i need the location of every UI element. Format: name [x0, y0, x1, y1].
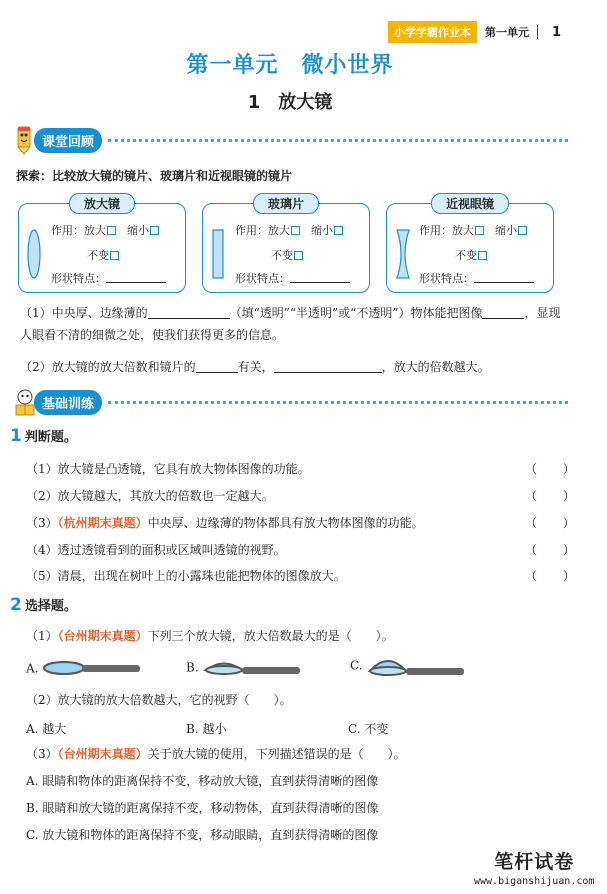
section-banner-training	[12, 387, 568, 417]
running-header	[388, 22, 561, 42]
item-text: 中央厚、边缘薄的物体都具有放大物体图像的功能。	[147, 516, 424, 530]
item-text: （3）	[26, 516, 58, 530]
label-shape: 形状特点：	[51, 272, 106, 285]
item-text: （4）透过透镜看到的面积或区域叫透镜的视野。	[26, 543, 286, 557]
card-title: 玻璃片	[253, 193, 319, 214]
card-title: 放大镜	[69, 193, 135, 214]
choice-option-a[interactable]	[26, 659, 142, 679]
card-magnifier	[18, 197, 186, 293]
answer-blank[interactable]	[196, 361, 238, 373]
item-text: 关于放大镜的使用，下列描述错误的是（ ）。	[147, 747, 406, 761]
item-text: （2）放大镜越大，其放大的倍数也一定越大。	[26, 489, 274, 503]
choice-option-b[interactable]: B. 越小	[186, 722, 227, 736]
checkbox-same[interactable]	[294, 251, 303, 260]
choice-question-2: （2）放大镜的放大倍数越大，它的视野（ ）。	[26, 693, 292, 707]
card-title: 近视眼镜	[431, 193, 509, 214]
item-text: （1）	[26, 629, 58, 643]
judge-item-1	[26, 460, 310, 477]
item-text: （1）放大镜是凸透镜，它具有放大物体图像的功能。	[26, 462, 310, 476]
answer-blank[interactable]	[482, 307, 524, 319]
answer-blank[interactable]	[474, 273, 534, 283]
choice-option-a[interactable]: A. 越大	[26, 722, 67, 736]
answer-blank[interactable]	[148, 307, 230, 319]
label-same: 不变	[87, 249, 109, 262]
watermark-url: www.biganshijuan.com	[474, 876, 595, 887]
book-badge: 小学学霸作业本	[388, 21, 477, 43]
label-use: 作用：放大	[235, 224, 290, 237]
checkbox-same[interactable]	[110, 251, 119, 260]
answer-blank[interactable]	[290, 273, 350, 283]
judge-item-2	[26, 487, 274, 504]
judge-item-5	[26, 567, 346, 584]
choice-question-3	[26, 745, 406, 762]
label-shrink: 缩小	[127, 224, 149, 237]
question-number: 1	[10, 426, 22, 446]
review-q1-text-b: （填“透明”“半透明”或“不透明”）物体能把图像	[229, 306, 483, 320]
lesson-title: 1 放大镜	[247, 92, 333, 113]
book-mascot-icon	[12, 387, 38, 417]
option-letter: C.	[350, 658, 363, 673]
checkbox-enlarge[interactable]	[475, 226, 484, 235]
choice-option-b[interactable]	[186, 657, 302, 679]
review-q1-text-c: ，显现	[524, 306, 561, 320]
review-question-1-cont: 人眼看不清的细微之处，使我们获得更多的信息。	[20, 328, 285, 342]
page-number: 1	[552, 24, 562, 40]
magnifier-a-icon	[42, 659, 142, 679]
judge-item-3	[26, 514, 424, 531]
review-q2-text-b: 有关，	[237, 360, 274, 374]
label-shrink: 缩小	[311, 224, 333, 237]
dotted-rule	[108, 401, 568, 404]
question-heading-choice	[10, 595, 77, 615]
header-divider	[537, 25, 538, 39]
answer-parens[interactable]: （ ）	[525, 569, 575, 583]
question-title: 选择题。	[24, 599, 77, 614]
checkbox-same[interactable]	[478, 251, 487, 260]
checkbox-shrink[interactable]	[518, 226, 527, 235]
item-text: 下列三个放大镜，放大倍数最大的是（ ）。	[147, 629, 394, 643]
label-shape: 形状特点：	[235, 272, 290, 285]
pencil-mascot-icon	[12, 125, 38, 155]
section-banner-review	[12, 125, 568, 155]
question-heading-judge	[10, 426, 77, 446]
convex-lens-icon	[27, 229, 41, 283]
option-letter: B.	[186, 660, 199, 675]
watermark-brand: 笔杆试卷	[494, 851, 575, 873]
answer-blank[interactable]	[274, 361, 382, 373]
magnifier-c-icon	[366, 653, 466, 679]
choice-option-b[interactable]: B. 眼睛和放大镜的距离保持不变，移动物体，直到获得清晰的图像	[26, 801, 379, 815]
answer-parens[interactable]: （ ）	[525, 489, 575, 503]
watermark	[474, 847, 594, 887]
label-shape: 形状特点：	[419, 272, 474, 285]
page-title: 第一单元 微小世界	[186, 53, 394, 78]
choice-option-c[interactable]: C. 放大镜和物体的距离保持不变，移动眼睛，直到获得清晰的图像	[26, 828, 379, 842]
choice-question-1	[26, 627, 394, 644]
exam-source-tag: （杭州期末真题）	[57, 516, 148, 530]
review-q2-text-c: ，放大的倍数越大。	[381, 360, 490, 374]
review-q1-text-a: （1）中央厚、边缘薄的	[20, 306, 148, 320]
item-text: （3）	[26, 747, 58, 761]
concave-lens-icon	[395, 229, 411, 283]
review-q2-text-a: （2）放大镜的放大倍数和镜片的	[20, 360, 196, 374]
dotted-rule	[108, 139, 568, 142]
section-title-review: 课堂回顾	[34, 128, 102, 153]
answer-blank[interactable]	[106, 273, 166, 283]
choice-option-a[interactable]: A. 眼睛和物体的距离保持不变，移动放大镜，直到获得清晰的图像	[26, 774, 379, 788]
magnifier-b-icon	[202, 657, 302, 679]
label-same: 不变	[455, 249, 477, 262]
exam-source-tag: （台州期末真题）	[57, 747, 148, 761]
question-title: 判断题。	[24, 430, 77, 445]
review-question-1	[20, 304, 560, 321]
choice-option-c[interactable]	[350, 653, 466, 679]
label-shrink: 缩小	[495, 224, 517, 237]
label-use: 作用：放大	[419, 224, 474, 237]
judge-item-4	[26, 541, 286, 558]
section-title-training: 基础训练	[34, 390, 102, 415]
option-letter: A.	[26, 661, 39, 676]
question-number: 2	[10, 595, 22, 615]
label-same: 不变	[271, 249, 293, 262]
review-question-2	[20, 358, 490, 375]
choice-option-c[interactable]: C. 不变	[348, 722, 389, 736]
answer-parens[interactable]: （ ）	[525, 516, 575, 530]
checkbox-enlarge[interactable]	[107, 226, 116, 235]
item-text: （5）清晨，出现在树叶上的小露珠也能把物体的图像放大。	[26, 569, 346, 583]
card-glass	[202, 197, 370, 293]
answer-parens[interactable]: （ ）	[525, 543, 575, 557]
glass-slab-icon	[211, 229, 225, 283]
card-myopia-lens	[386, 197, 554, 293]
checkbox-shrink[interactable]	[334, 226, 343, 235]
explore-prompt: 探索：比较放大镜的镜片、玻璃片和近视眼镜的镜片	[16, 169, 293, 183]
exam-source-tag: （台州期末真题）	[57, 629, 148, 643]
answer-parens[interactable]: （ ）	[525, 462, 575, 476]
label-use: 作用：放大	[51, 224, 106, 237]
checkbox-shrink[interactable]	[150, 226, 159, 235]
header-unit: 第一单元	[485, 26, 529, 39]
checkbox-enlarge[interactable]	[291, 226, 300, 235]
